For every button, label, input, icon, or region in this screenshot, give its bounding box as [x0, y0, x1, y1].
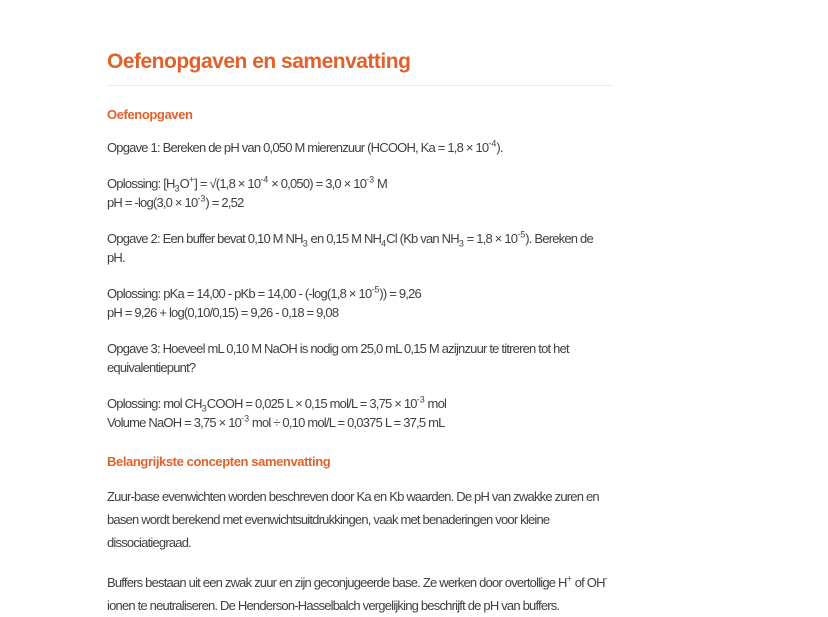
exercise-2-solution-line-2: pH = 9,26 + log(0,10/0,15) = 9,26 - 0,18 = 9,08 [107, 305, 339, 320]
exercise-3-solution-line-2: Volume NaOH = $3,75 \times 10^{-3}$ mol ÷ 0,10 mol/L = 0,0375 L = 37,5 mL [107, 413, 445, 430]
summary-paragraph-2: Buffers bestaan uit een zwak zuur en zijn geconjugeerde base. Ze werken door overtollige H+ of OH- ionen te neutraliseren. De Henderson-Hasselbalch vergelijking beschrijft de pH van buffers. [107, 573, 608, 614]
exercise-1-solution-line-2: pH = $-\log(3,0 \times 10^{-3}) = 2,52$ [107, 193, 244, 210]
exercise-3-solution-line-1: Oplossing: mol $CH_3COOH = 0,025$ L × 0,15 $mol/L = 3,75 \times 10^{-3}$ mol [107, 394, 447, 414]
exercise-1-solution [107, 174, 613, 213]
exercise-3-solution [107, 394, 613, 433]
exercise-2-question: Opgave 2: Een buffer bevat 0,10 M $NH_3$ en 0,15 M $NH_4Cl$ (Kb van $NH_3 = 1,8 \times 10^{-5}$). Bereken de pH. [107, 229, 593, 265]
section-heading-oefenopgaven: Oefenopgaven [107, 107, 193, 122]
exercise-3-question: Opgave 3: Hoeveel mL 0,10 M NaOH is nodig om 25,0 mL 0,15 M azijnzuur te titreren tot het equivalentiepunt? [107, 340, 569, 375]
exercise-1-question: Opgave 1: Bereken de pH van 0,050 M mierenzuur (HCOOH, $Ka = 1,8 \times 10^{-4}$). [107, 138, 503, 155]
exercise-2-solution-line-1: Oplossing: pKa = 14,00 - pKb = $14,00 - (-\log(1,8 \times 10^{-5})) = 9,26$ [107, 284, 421, 301]
summary-paragraph-1: Zuur-base evenwichten worden beschreven door Ka en Kb waarden. De pH van zwakke zuren en basen wordt berekend met evenwichtsuitdrukkingen, vaak met benaderingen voor kleine dissociatiegraad. [107, 488, 599, 551]
exercise-1-solution-line-1: Oplossing: $[H_3O^+] = √(1,8 \times 10^{-4} \times 0,050) = 3,0 \times 10^{-3}$ M [107, 174, 387, 194]
exercise-2-solution [107, 284, 613, 323]
page-title: Oefenopgaven en samenvatting [107, 50, 613, 86]
section-heading-samenvatting: Belangrijkste concepten samenvatting [107, 453, 331, 469]
